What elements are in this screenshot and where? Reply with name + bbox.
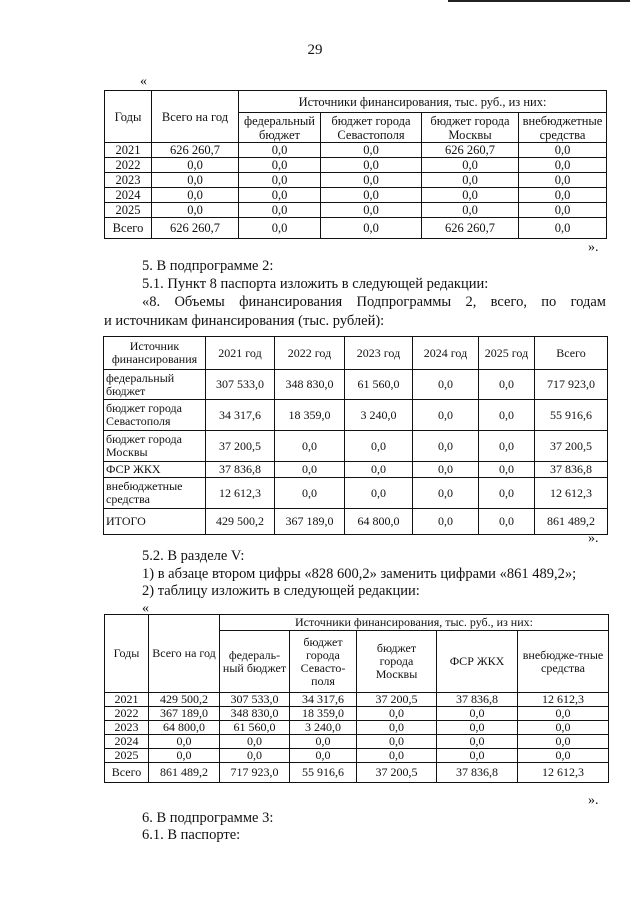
table3-subheader: внебюдже-тные средства (518, 631, 609, 693)
table3-subheader: бюджет города Севасто-поля (290, 631, 357, 693)
quote-close-1: ». (588, 240, 599, 255)
table-cell: 0,0 (357, 707, 437, 721)
table-cell: 0,0 (519, 173, 607, 188)
table3-header-total: Всего на год (149, 615, 220, 693)
table-cell: 0,0 (422, 158, 519, 173)
table-cell: 0,0 (479, 400, 535, 431)
table-row (105, 143, 607, 158)
paragraph-item6-1: 6.1. В паспорте: (142, 827, 241, 843)
table2-header: 2023 год (345, 337, 413, 370)
table-cell: 0,0 (422, 173, 519, 188)
paragraph-item5-2-1: 1) в абзаце втором цифры «828 600,2» заменить цифрами «861 489,2»; (142, 566, 577, 582)
table-cell: 0,0 (239, 143, 321, 158)
table-cell: 348 830,0 (275, 370, 345, 400)
table-cell: 0,0 (413, 462, 479, 478)
table-cell: 0,0 (479, 478, 535, 509)
table-cell: 18 359,0 (275, 400, 345, 431)
table-cell: 0,0 (519, 158, 607, 173)
table-cell: 0,0 (275, 462, 345, 478)
table-cell: 0,0 (437, 749, 518, 763)
table-cell: 37 836,8 (437, 693, 518, 707)
table1-subheader: внебюджетные средства (519, 113, 607, 143)
table-cell: 0,0 (239, 218, 321, 239)
table-cell: 18 359,0 (290, 707, 357, 721)
table-cell: 61 560,0 (345, 370, 413, 400)
table-cell: 429 500,2 (149, 693, 220, 707)
paragraph-item5: 5. В подпрограмме 2: (142, 258, 274, 274)
table-cell: 34 317,6 (206, 400, 275, 431)
table-cell: 0,0 (290, 735, 357, 749)
table-cell: 0,0 (437, 721, 518, 735)
table-cell: 0,0 (413, 478, 479, 509)
table-cell: 0,0 (518, 721, 609, 735)
table-row (104, 509, 608, 535)
table-cell: внебюджетные средства (104, 478, 206, 509)
table3-group-header: Источники финансирования, тыс. руб., из них: (220, 615, 609, 631)
table-cell: 0,0 (357, 721, 437, 735)
paragraph-item6: 6. В подпрограмме 3: (142, 810, 274, 826)
table1-subheader: бюджет города Москвы (422, 113, 519, 143)
table-cell: Всего (105, 218, 152, 239)
table-cell: 0,0 (422, 188, 519, 203)
table-cell: 64 800,0 (345, 509, 413, 535)
table-cell: ИТОГО (104, 509, 206, 535)
table-2 (103, 336, 608, 535)
table-cell: 0,0 (321, 218, 422, 239)
table-cell: 2025 (105, 749, 149, 763)
table-cell: 0,0 (152, 158, 239, 173)
table-row (104, 478, 608, 509)
table2-header: Всего (535, 337, 608, 370)
table-cell: 0,0 (321, 158, 422, 173)
table-cell: 2023 (105, 721, 149, 735)
table-cell: 2025 (105, 203, 152, 218)
table-row (105, 763, 609, 783)
table-cell: 3 240,0 (345, 400, 413, 431)
table-row (105, 707, 609, 721)
table-cell: 0,0 (479, 431, 535, 462)
quote-open-1: « (140, 74, 147, 89)
table-cell: бюджет города Москвы (104, 431, 206, 462)
table-cell: 0,0 (519, 188, 607, 203)
table-cell: 0,0 (275, 431, 345, 462)
paragraph-item5-2: 5.2. В разделе V: (142, 548, 245, 564)
table-cell: 0,0 (519, 143, 607, 158)
table-cell: 2023 (105, 173, 152, 188)
table-cell: 0,0 (321, 173, 422, 188)
table-cell: 626 260,7 (422, 218, 519, 239)
table-cell: 307 533,0 (206, 370, 275, 400)
table-cell: 55 916,6 (535, 400, 608, 431)
table-cell: 0,0 (290, 749, 357, 763)
table1-subheader: бюджет города Севастополя (321, 113, 422, 143)
table-cell: 0,0 (220, 735, 290, 749)
table-cell: 0,0 (518, 735, 609, 749)
paragraph-item5-1: 5.1. Пункт 8 паспорта изложить в следующей редакции: (142, 276, 489, 292)
table-cell: 2024 (105, 735, 149, 749)
table-3 (104, 614, 609, 783)
table-cell: 0,0 (437, 735, 518, 749)
table2-header: 2021 год (206, 337, 275, 370)
table-row (105, 173, 607, 188)
table-row (104, 400, 608, 431)
table-cell: 367 189,0 (149, 707, 220, 721)
table-cell: 0,0 (152, 188, 239, 203)
table-cell: 0,0 (357, 749, 437, 763)
table-cell: 2021 (105, 143, 152, 158)
table-cell: 12 612,3 (518, 693, 609, 707)
table-cell: 0,0 (275, 478, 345, 509)
table1-header-years: Годы (105, 91, 152, 143)
table-cell: 0,0 (437, 707, 518, 721)
table1-header-total: Всего на год (152, 91, 239, 143)
table-cell: 37 836,8 (206, 462, 275, 478)
quote-close-3: ». (588, 793, 599, 808)
table-cell: 2024 (105, 188, 152, 203)
table-cell: 37 200,5 (535, 431, 608, 462)
quote-line-1: «8. Объемы финансирования Подпрограммы 2, всего, по годам (142, 294, 606, 310)
table-cell: ФСР ЖКХ (104, 462, 206, 478)
table-cell: 0,0 (479, 462, 535, 478)
table-cell: 0,0 (152, 203, 239, 218)
table2-header: 2022 год (275, 337, 345, 370)
table-cell: 0,0 (413, 431, 479, 462)
table-row (105, 749, 609, 763)
table-cell: 626 260,7 (152, 143, 239, 158)
top-border-line (448, 0, 630, 2)
table-row (105, 735, 609, 749)
table-cell: 367 189,0 (275, 509, 345, 535)
table-cell: 0,0 (357, 735, 437, 749)
table-cell: 861 489,2 (149, 763, 220, 783)
table-cell: 0,0 (239, 203, 321, 218)
table-cell: 55 916,6 (290, 763, 357, 783)
table-cell: 0,0 (413, 400, 479, 431)
table2-header: Источник финансирования (104, 337, 206, 370)
table-cell: 12 612,3 (206, 478, 275, 509)
table-cell: 2022 (105, 707, 149, 721)
table-cell: 0,0 (479, 509, 535, 535)
table-cell: 2021 (105, 693, 149, 707)
table-cell: Всего (105, 763, 149, 783)
table-cell: 37 200,5 (357, 693, 437, 707)
table-row (105, 721, 609, 735)
table-row (105, 218, 607, 239)
table-cell: федеральный бюджет (104, 370, 206, 400)
table3-subheader: ФСР ЖКХ (437, 631, 518, 693)
table-cell: 37 200,5 (206, 431, 275, 462)
table-cell: 0,0 (413, 370, 479, 400)
table-row (105, 203, 607, 218)
table-cell: 0,0 (239, 158, 321, 173)
table-cell: 0,0 (345, 431, 413, 462)
table-cell: 717 923,0 (220, 763, 290, 783)
table-row (104, 462, 608, 478)
table-cell: 0,0 (518, 749, 609, 763)
table2-header: 2025 год (479, 337, 535, 370)
table-cell: 307 533,0 (220, 693, 290, 707)
table-cell: 0,0 (519, 203, 607, 218)
table3-header-years: Годы (105, 615, 149, 693)
quote-close-2: ». (588, 531, 599, 546)
table-row (104, 431, 608, 462)
table-cell: 0,0 (321, 143, 422, 158)
table-cell: 37 836,8 (535, 462, 608, 478)
table-cell: 0,0 (518, 707, 609, 721)
table-cell: 3 240,0 (290, 721, 357, 735)
table-cell: 626 260,7 (422, 143, 519, 158)
table-cell: 0,0 (239, 188, 321, 203)
table-cell: 0,0 (239, 173, 321, 188)
table-cell: 0,0 (152, 173, 239, 188)
table-row (105, 693, 609, 707)
table-cell: 12 612,3 (535, 478, 608, 509)
table-cell: 0,0 (345, 478, 413, 509)
table-cell: 626 260,7 (152, 218, 239, 239)
table-cell: 861 489,2 (535, 509, 608, 535)
table-cell: 0,0 (220, 749, 290, 763)
paragraph-item5-1-quote (104, 293, 606, 331)
table-cell: 429 500,2 (206, 509, 275, 535)
table-cell: 12 612,3 (518, 763, 609, 783)
table-row (105, 158, 607, 173)
table-cell: 0,0 (321, 203, 422, 218)
table-cell: 0,0 (149, 749, 220, 763)
table-cell: 0,0 (479, 370, 535, 400)
table2-header: 2024 год (413, 337, 479, 370)
table-cell: 34 317,6 (290, 693, 357, 707)
table1-group-header: Источники финансирования, тыс. руб., из них: (239, 91, 607, 113)
table-1 (104, 90, 607, 239)
table-cell: 348 830,0 (220, 707, 290, 721)
quote-line-2: и источникам финансирования (тыс. рублей): (104, 313, 385, 329)
table-cell: 0,0 (345, 462, 413, 478)
table-cell: 0,0 (321, 188, 422, 203)
table-row (105, 188, 607, 203)
table-cell: 64 800,0 (149, 721, 220, 735)
page-number: 29 (307, 42, 323, 58)
paragraph-item5-2-2: 2) таблицу изложить в следующей редакции: (142, 583, 420, 599)
table-cell: 61 560,0 (220, 721, 290, 735)
table-cell: 2022 (105, 158, 152, 173)
table-cell: 0,0 (413, 509, 479, 535)
table-cell: 37 836,8 (437, 763, 518, 783)
table3-subheader: федераль-ный бюджет (220, 631, 290, 693)
table-row (104, 370, 608, 400)
quote-open-3: « (142, 601, 149, 616)
table1-body (105, 143, 607, 239)
table-cell: 0,0 (519, 218, 607, 239)
table-cell: бюджет города Севастополя (104, 400, 206, 431)
table-cell: 37 200,5 (357, 763, 437, 783)
table-cell: 0,0 (422, 203, 519, 218)
table1-subheader: федеральный бюджет (239, 113, 321, 143)
table-cell: 0,0 (149, 735, 220, 749)
table3-subheader: бюджет города Москвы (357, 631, 437, 693)
table-cell: 717 923,0 (535, 370, 608, 400)
